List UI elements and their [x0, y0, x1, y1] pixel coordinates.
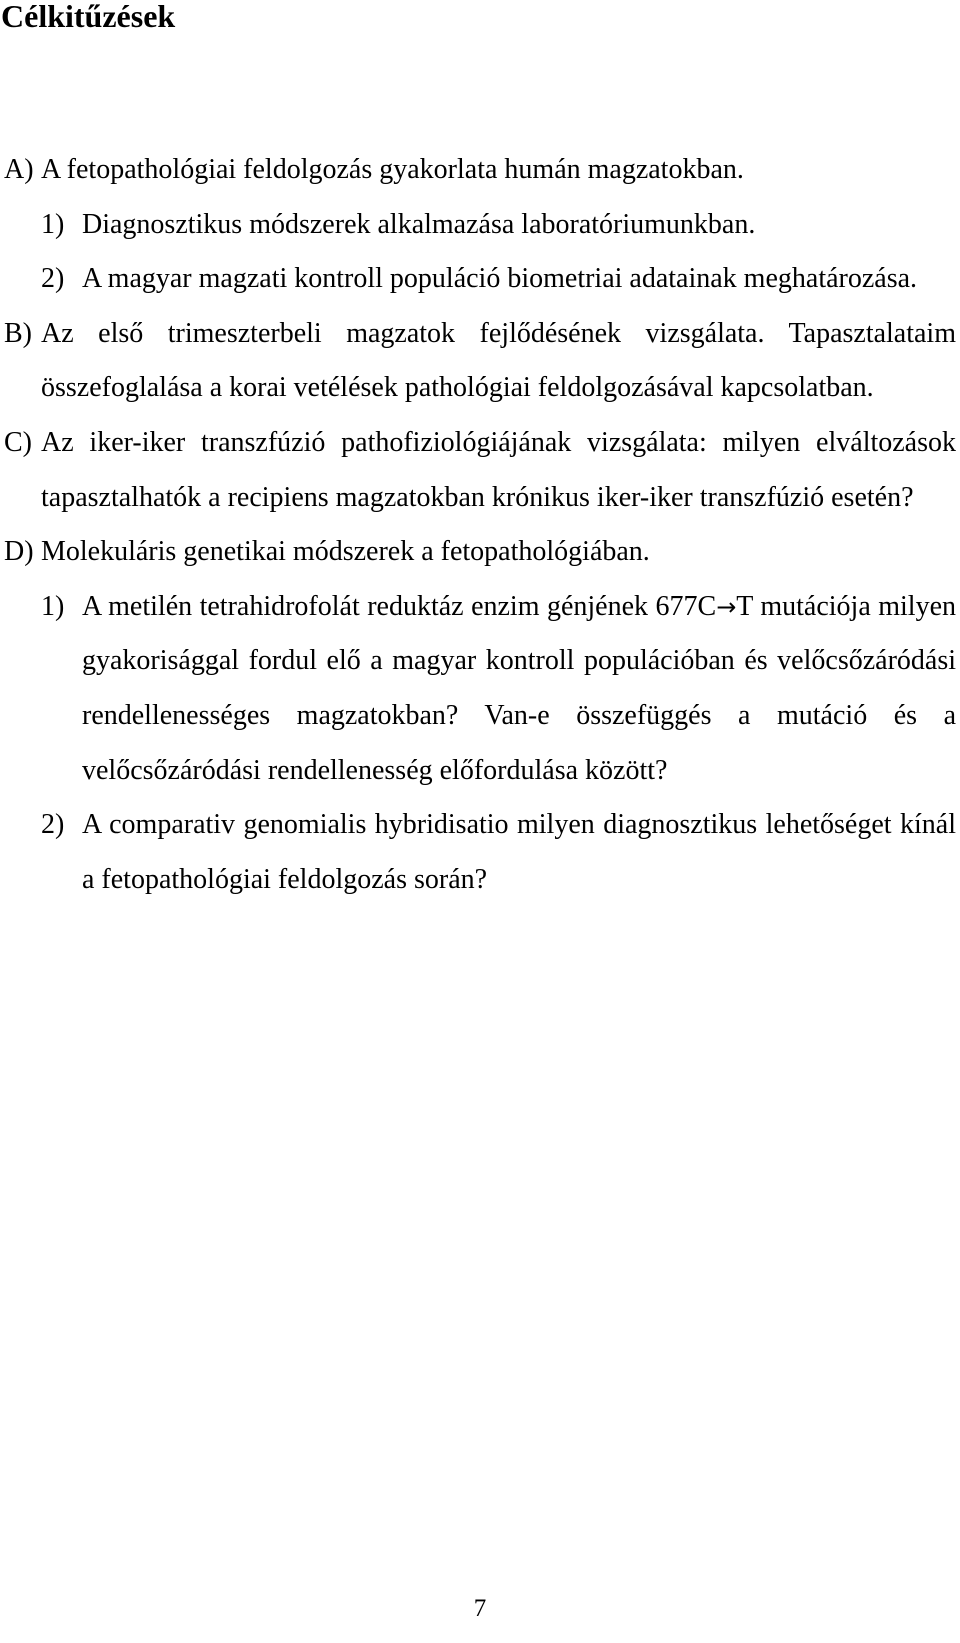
- objective-text-part: T mutációja milyen gyakorisággal fordul elő a magyar kontroll populációban és velőcsőzáródási rendellenességes magzatokban? Van-e összefüggés a mutáció és a velőcsőzáródási rendellenesség előfordulása között?: [82, 590, 957, 786]
- objective-text: A comparativ genomialis hybridisatio milyen diagnosztikus lehetőséget kínál a fetopathológiai feldolgozás során?: [82, 809, 956, 895]
- objective-text: Molekuláris genetikai módszerek a fetopathológiában.: [41, 536, 650, 568]
- list-marker: 1): [41, 590, 65, 622]
- list-marker: A): [4, 154, 34, 185]
- objective-text: Az első trimeszterbeli magzatok fejlődésének vizsgálata. Tapasztalataim összefoglalása a korai vetélések pathológiai feldolgozásával kapcsolatban.: [41, 317, 956, 404]
- objective-a-2: [0, 252, 956, 307]
- objective-d-2: [0, 798, 956, 907]
- objective-a: [0, 143, 956, 198]
- page-number: 7: [473, 1595, 487, 1622]
- objective-text: A fetopathológiai feldolgozás gyakorlata humán magzatokban.: [41, 154, 744, 185]
- objective-d-1: [0, 580, 956, 798]
- objective-text-part: A metilén tetrahidrofolát reduktáz enzim génjének 677C: [82, 590, 717, 622]
- objective-a-1: [0, 198, 956, 253]
- objective-text: Diagnosztikus módszerek alkalmazása laboratóriumunkban.: [82, 208, 756, 240]
- objectives-list: [0, 143, 956, 907]
- page-title: Célkitűzések: [1, 0, 176, 34]
- list-marker: 2): [41, 263, 65, 295]
- list-marker: D): [4, 536, 34, 568]
- list-marker: C): [4, 426, 32, 458]
- list-marker: B): [4, 317, 32, 349]
- objective-d: [0, 525, 956, 580]
- objective-text: Az iker-iker transzfúzió pathofiziológiájának vizsgálata: milyen elváltozások tapasztalhatók a recipiens magzatokban krónikus iker-iker transzfúzió esetén?: [41, 426, 956, 513]
- list-marker: 1): [41, 208, 65, 240]
- objective-b: [0, 307, 956, 416]
- list-marker: 2): [41, 809, 65, 841]
- objective-c: [0, 416, 956, 525]
- objective-text: A magyar magzati kontroll populáció biometriai adatainak meghatározása.: [82, 263, 918, 295]
- right-arrow-icon: →: [716, 592, 737, 621]
